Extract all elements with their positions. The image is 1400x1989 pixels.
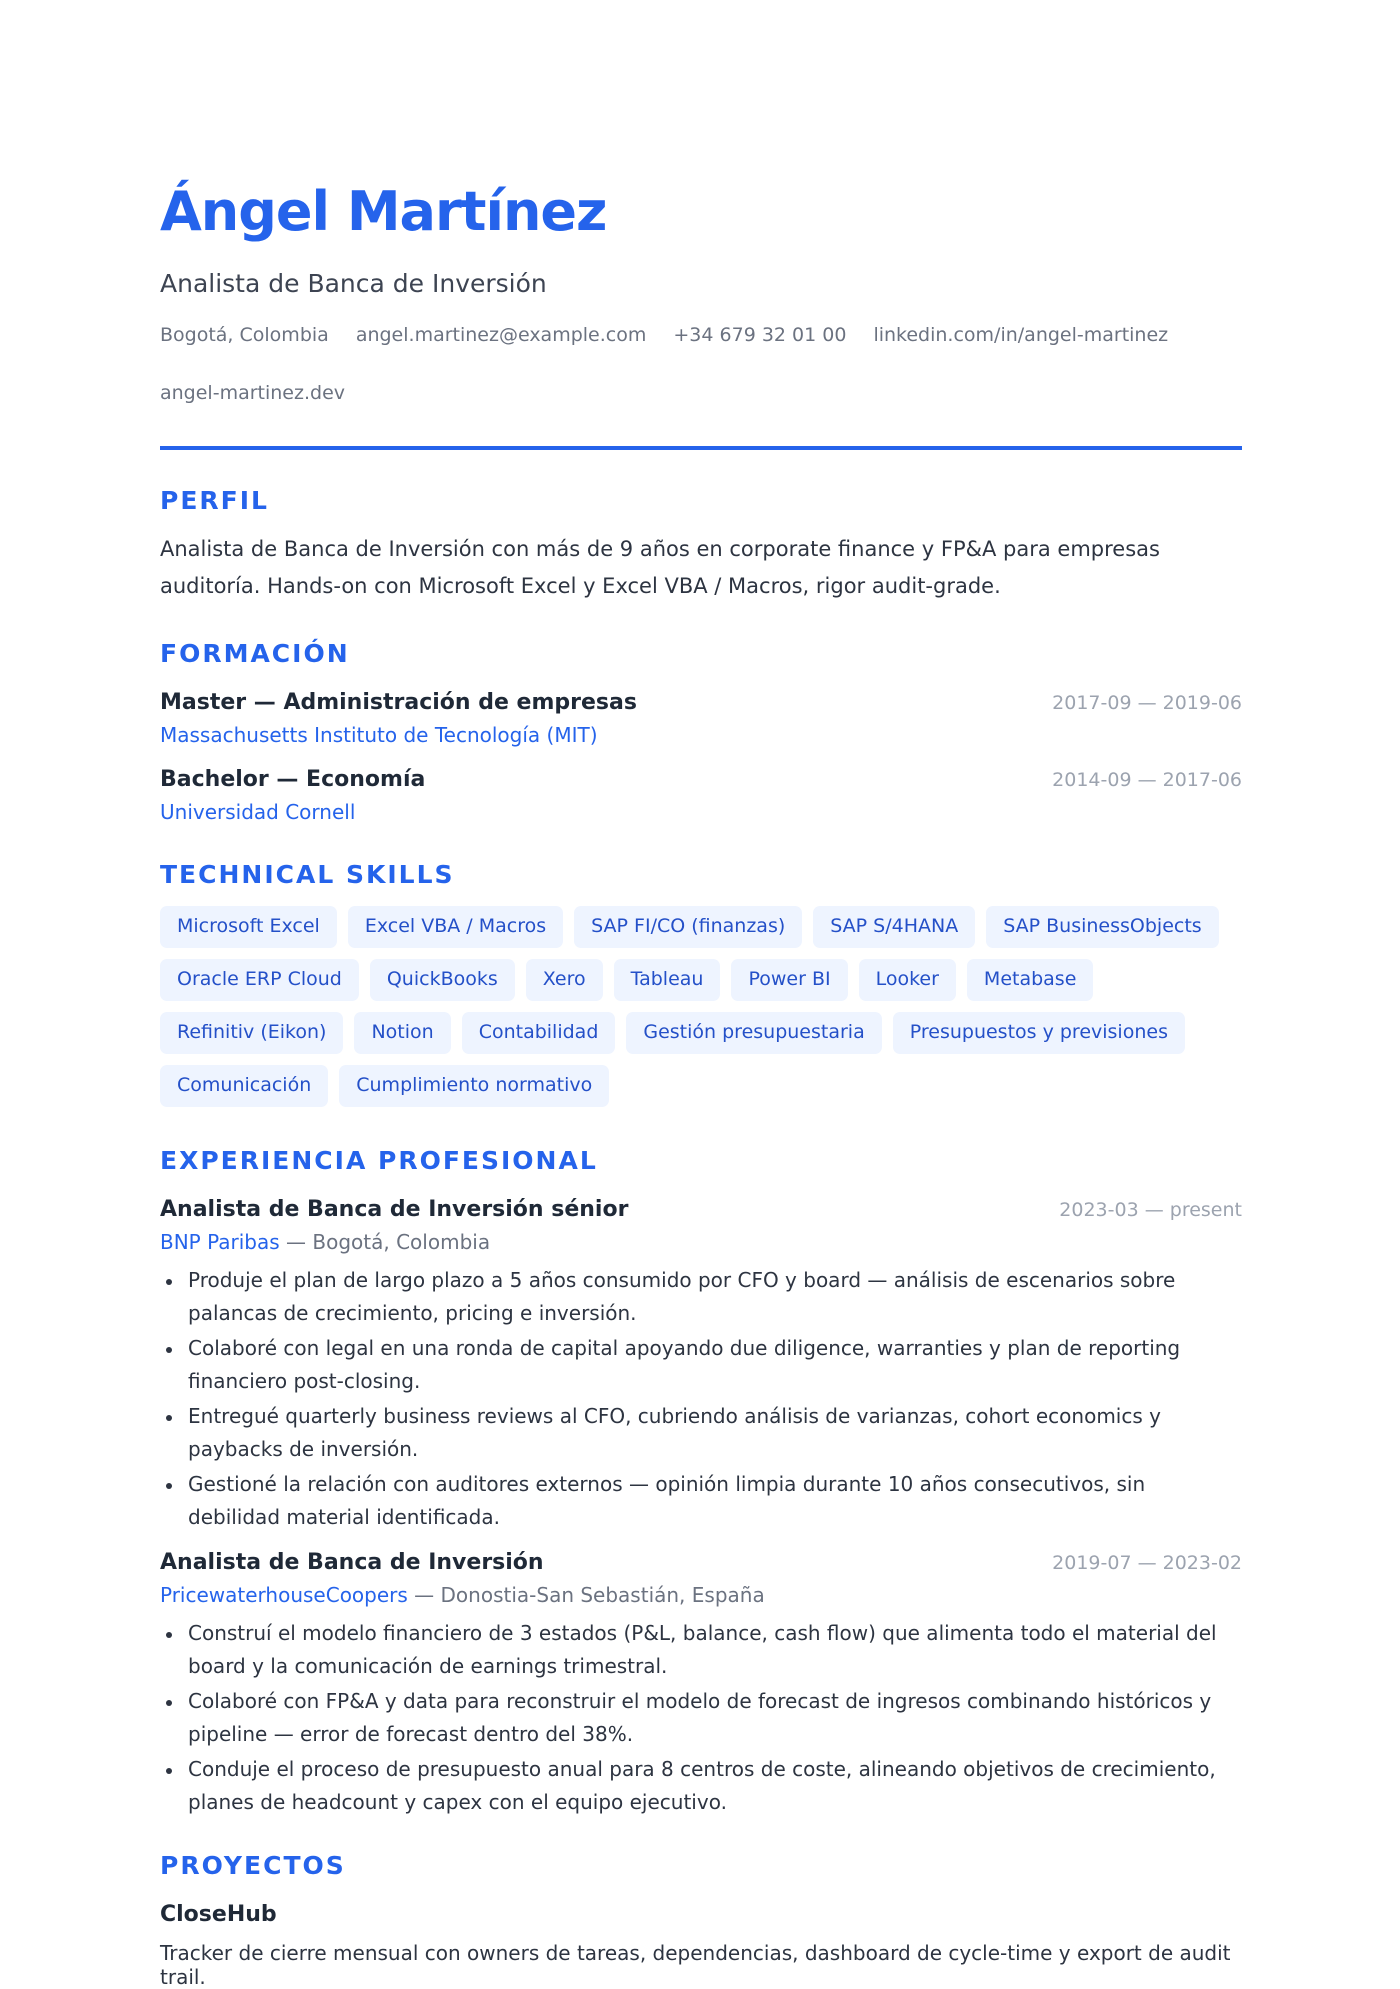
job-company-line <box>160 1230 1242 1254</box>
job-location: — Bogotá, Colombia <box>279 1230 491 1254</box>
contact-phone[interactable]: +34 679 32 01 00 <box>673 324 847 346</box>
education-dates: 2017-09 — 2019-06 <box>1052 692 1242 714</box>
contact-email[interactable]: angel.martinez@example.com <box>355 324 647 346</box>
profile-section <box>160 488 1242 605</box>
education-item <box>160 690 1242 747</box>
job-bullet: Colaboré con legal en una ronda de capital apoyando due diligence, warranties y plan de reporting financiero post-closing. <box>188 1332 1242 1398</box>
job-dates: 2019-07 — 2023-02 <box>1052 1552 1242 1574</box>
contact-location: Bogotá, Colombia <box>160 324 329 346</box>
contact-linkedin[interactable]: linkedin.com/in/angel-martinez <box>873 324 1169 346</box>
skill-chip: SAP S/4HANA <box>813 906 975 948</box>
education-school: Universidad Cornell <box>160 800 356 824</box>
skill-chip: SAP FI/CO (finanzas) <box>574 906 802 948</box>
job-dates: 2023-03 — present <box>1059 1199 1242 1221</box>
skill-chip: Notion <box>354 1012 450 1054</box>
job-bullet: Conduje el proceso de presupuesto anual para 8 centros de coste, alineando objetivos de crecimiento, planes de headcount y capex con el equipo ejecutivo. <box>188 1753 1242 1819</box>
skill-chip: Microsoft Excel <box>160 906 337 948</box>
job-bullet: Construí el modelo financiero de 3 estados (P&L, balance, cash flow) que alimenta todo el material del board y la comunicación de earnings trimestral. <box>188 1617 1242 1683</box>
contact-website[interactable]: angel-martinez.dev <box>160 382 345 404</box>
skill-chip: Gestión presupuestaria <box>626 1012 881 1054</box>
skill-chip: Looker <box>859 959 956 1001</box>
education-degree: Master — Administración de empresas <box>160 690 637 715</box>
section-title-profile: PERFIL <box>160 486 269 515</box>
resume-content <box>160 170 1242 1989</box>
skill-chip: Excel VBA / Macros <box>348 906 563 948</box>
candidate-role: Analista de Banca de Inversión <box>160 269 547 298</box>
skill-chip: Contabilidad <box>462 1012 616 1054</box>
job-bullets <box>160 1264 1242 1534</box>
education-section <box>160 641 1242 824</box>
section-title-projects: PROYECTOS <box>160 1851 346 1880</box>
skill-chip: Tableau <box>614 959 721 1001</box>
job-company-line <box>160 1583 1242 1607</box>
projects-section <box>160 1853 1242 1989</box>
skills-list <box>160 906 1242 1118</box>
education-degree: Bachelor — Economía <box>160 767 426 792</box>
education-school: Massachusetts Instituto de Tecnología (MIT) <box>160 723 598 747</box>
skill-chip: Xero <box>526 959 603 1001</box>
job-bullet: Produje el plan de largo plazo a 5 años consumido por CFO y board — análisis de escenarios sobre palancas de crecimiento, pricing e inversión. <box>188 1264 1242 1330</box>
section-title-experience: EXPERIENCIA PROFESIONAL <box>160 1146 598 1175</box>
skill-chip: SAP BusinessObjects <box>986 906 1218 948</box>
job-bullet: Gestioné la relación con auditores externos — opinión limpia durante 10 años consecutivos, sin debilidad material identificada. <box>188 1468 1242 1534</box>
experience-section <box>160 1148 1242 1819</box>
skill-chip: Metabase <box>967 959 1093 1001</box>
job-title: Analista de Banca de Inversión <box>160 1550 544 1575</box>
education-item <box>160 767 1242 824</box>
project-description: Tracker de cierre mensual con owners de tareas, dependencias, dashboard de cycle-time y export de audit trail. <box>160 1941 1231 1989</box>
candidate-name: Ángel Martínez <box>160 180 607 243</box>
job-title: Analista de Banca de Inversión sénior <box>160 1197 629 1222</box>
skill-chip: QuickBooks <box>370 959 515 1001</box>
project-name: CloseHub <box>160 1902 277 1927</box>
skill-chip: Refinitiv (Eikon) <box>160 1012 343 1054</box>
skill-chip: Power BI <box>731 959 847 1001</box>
section-title-skills: TECHNICAL SKILLS <box>160 860 455 889</box>
job-bullet: Colaboré con FP&A y data para reconstruir el modelo de forecast de ingresos combinando históricos y pipeline — error de forecast dentro del 38%. <box>188 1685 1242 1751</box>
job-company: BNP Paribas <box>160 1230 280 1254</box>
experience-item <box>160 1197 1242 1534</box>
job-location: — Donostia-San Sebastián, España <box>407 1583 765 1607</box>
experience-item <box>160 1550 1242 1819</box>
skill-chip: Presupuestos y previsiones <box>893 1012 1185 1054</box>
skill-chip: Comunicación <box>160 1065 328 1107</box>
profile-text: Analista de Banca de Inversión con más de 9 años en corporate finance y FP&A para empresas auditoría. Hands-on con Microsoft Excel y Excel VBA / Macros, rigor audit-grade. <box>160 537 1160 598</box>
contact-list <box>160 326 1242 442</box>
skill-chip: Oracle ERP Cloud <box>160 959 359 1001</box>
education-dates: 2014-09 — 2017-06 <box>1052 769 1242 791</box>
job-company: PricewaterhouseCoopers <box>160 1583 408 1607</box>
project-item <box>160 1902 1242 1989</box>
header-divider <box>160 446 1242 450</box>
skills-section <box>160 862 1242 1118</box>
job-bullet: Entregué quarterly business reviews al CFO, cubriendo análisis de varianzas, cohort economics y paybacks de inversión. <box>188 1400 1242 1466</box>
job-bullets <box>160 1617 1242 1819</box>
section-title-education: FORMACIÓN <box>160 639 350 668</box>
skill-chip: Cumplimiento normativo <box>339 1065 609 1107</box>
